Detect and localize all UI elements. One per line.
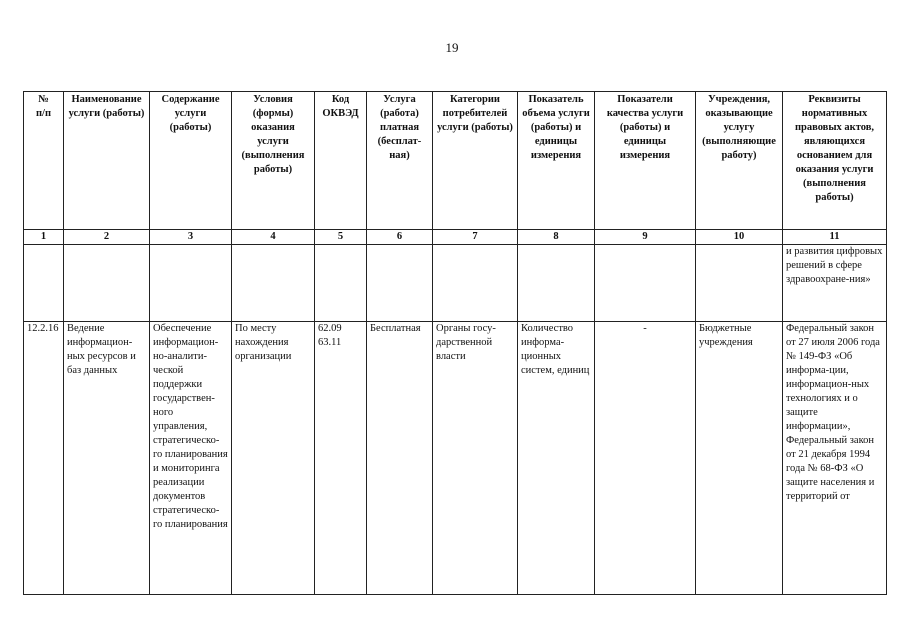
row-number: 12.2.16 <box>24 322 64 595</box>
empty-cell <box>150 245 232 322</box>
column-number: 6 <box>367 230 433 245</box>
header-cell: Показатель объема услуги (работы) и единицы измерения <box>518 92 595 230</box>
empty-cell <box>315 245 367 322</box>
institutions: Бюджетные учреждения <box>696 322 783 595</box>
column-number: 8 <box>518 230 595 245</box>
column-number-row <box>24 230 887 245</box>
column-number: 10 <box>696 230 783 245</box>
empty-cell <box>696 245 783 322</box>
column-number: 3 <box>150 230 232 245</box>
legal-acts: Федеральный закон от 27 июля 2006 года № 149-ФЗ «Об информа-ции, информацион-ных технологиях и о защите информации», Федеральный закон от 21 декабря 1994 года № 68-ФЗ «О защите населения и территорий от <box>783 322 887 595</box>
empty-cell <box>24 245 64 322</box>
column-number: 1 <box>24 230 64 245</box>
empty-cell <box>518 245 595 322</box>
empty-cell <box>433 245 518 322</box>
header-cell: Наименование услуги (работы) <box>64 92 150 230</box>
legal-acts-continuation: и развития цифровых решений в сфере здравоохране-ния» <box>783 245 887 322</box>
page-number: 19 <box>445 40 459 55</box>
empty-cell <box>595 245 696 322</box>
column-number: 5 <box>315 230 367 245</box>
column-number: 9 <box>595 230 696 245</box>
header-cell: Содержание услуги (работы) <box>150 92 232 230</box>
volume-indicator: Количество информа-ционных систем, единиц <box>518 322 595 595</box>
continuation-row <box>24 245 887 322</box>
header-cell: Учреждения, оказывающие услугу (выполняющие работу) <box>696 92 783 230</box>
empty-cell <box>232 245 315 322</box>
header-cell: Код ОКВЭД <box>315 92 367 230</box>
consumer-categories: Органы госу-дарственной власти <box>433 322 518 595</box>
column-number: 2 <box>64 230 150 245</box>
header-cell: Показатели качества услуги (работы) и единицы измерения <box>595 92 696 230</box>
service-content: Обеспечение информацион-но-аналити-ческой поддержки государствен-ного управления, стратегическо-го планирования и мониторинга реализации документов стратегическо-го планирования <box>150 322 232 595</box>
table-row <box>24 322 887 595</box>
paid-status: Бесплатная <box>367 322 433 595</box>
header-row <box>24 92 887 230</box>
column-number: 4 <box>232 230 315 245</box>
empty-cell <box>64 245 150 322</box>
empty-cell <box>367 245 433 322</box>
header-cell: Категории потребителей услуги (работы) <box>433 92 518 230</box>
header-cell: Реквизиты нормативных правовых актов, являющихся основанием для оказания услуги (выполнения работы) <box>783 92 887 230</box>
header-cell: Условия (формы) оказания услуги (выполнения работы) <box>232 92 315 230</box>
header-cell: № п/п <box>24 92 64 230</box>
header-cell: Услуга (работа) платная (бесплат-ная) <box>367 92 433 230</box>
service-conditions: По месту нахождения организации <box>232 322 315 595</box>
column-number: 11 <box>783 230 887 245</box>
quality-indicator: - <box>595 322 696 595</box>
okved-code: 62.09 63.11 <box>315 322 367 595</box>
column-number: 7 <box>433 230 518 245</box>
services-table <box>23 91 887 595</box>
service-name: Ведение информацион-ных ресурсов и баз данных <box>64 322 150 595</box>
